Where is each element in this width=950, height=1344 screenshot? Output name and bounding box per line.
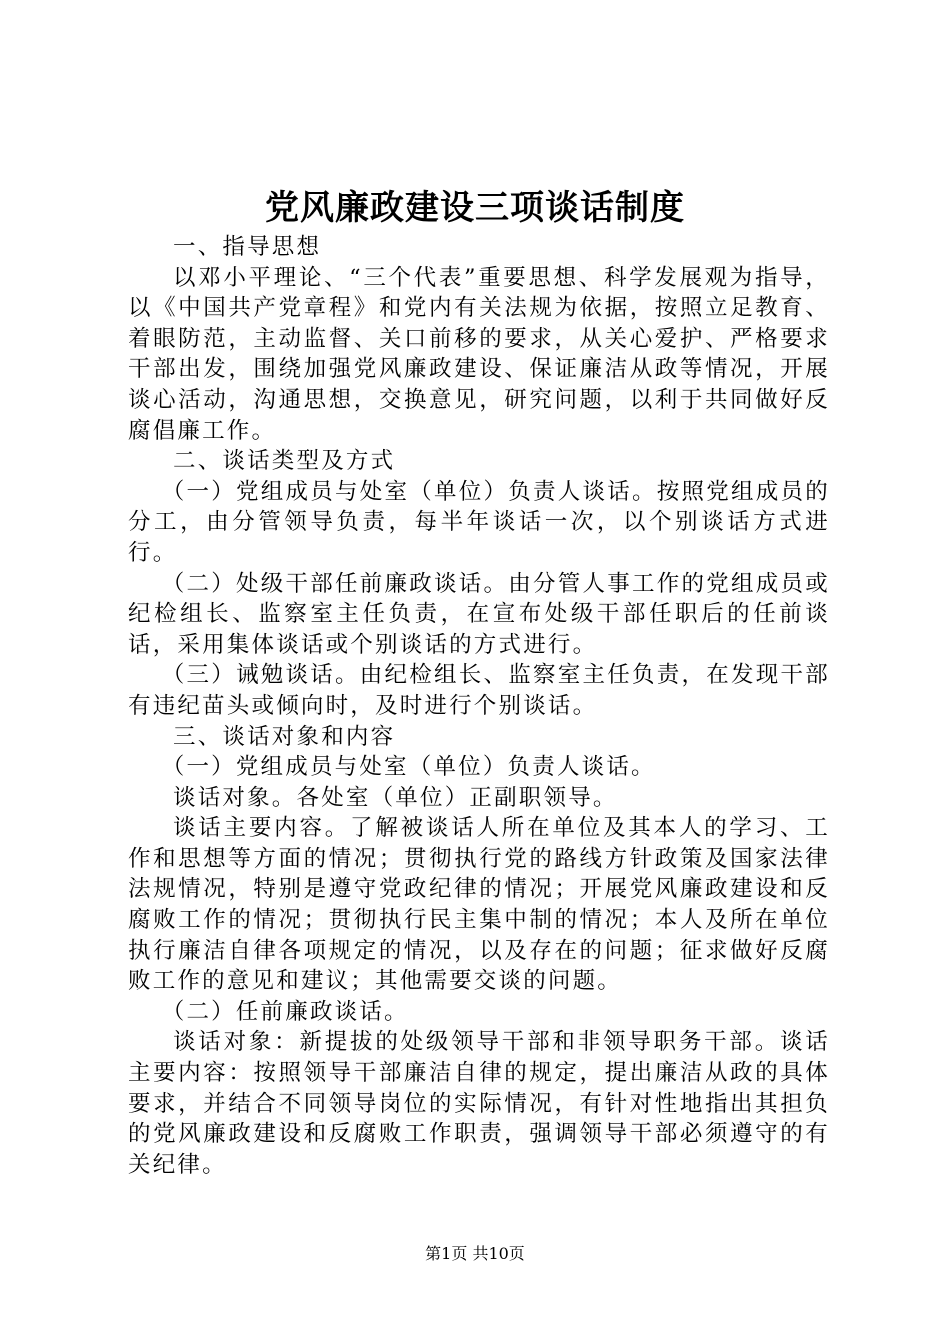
paragraph-talk-content-1: 谈话主要内容。了解被谈话人所在单位及其本人的学习、工作和思想等方面的情况；贯彻执行党的路线方针政策及国家法律法规情况，特别是遵守党政纪律的情况；开展党风廉政建设和反腐败工作的情况；贯彻执行民主集中制的情况；本人及所在单位执行廉洁自律各项规定的情况，以及存在的问题；征求做好反腐败工作的意见和建议；其他需要交谈的问题。 (128, 815, 830, 995)
document-body (128, 232, 830, 1180)
paragraph-talk-target-2: 谈话对象：新提拔的处级领导干部和非领导职务干部。谈话主要内容：按照领导干部廉洁自律的规定，提出廉洁从政的具体要求，并结合不同领导岗位的实际情况，有针对性地指出其担负的党风廉政建设和反腐败工作职责，强调领导干部必须遵守的有关纪律。 (128, 1029, 830, 1178)
subheading-pre-appointment-talk: （二）任前廉政谈话。 (161, 998, 409, 1025)
document-title: 党风廉政建设三项谈话制度 (265, 188, 685, 228)
section-heading-3: 三、谈话对象和内容 (173, 723, 396, 750)
section-heading-2: 二、谈话类型及方式 (173, 448, 396, 475)
paragraph-talk-target-1: 谈话对象。各处室（单位）正副职领导。 (173, 784, 618, 811)
paragraph-type-2: （二）处级干部任前廉政谈话。由分管人事工作的党组成员或纪检组长、监察室主任负责，在宣布处级干部任职后的任前谈话，采用集体谈话或个别谈话的方式进行。 (128, 570, 830, 658)
paragraph-type-1: （一）党组成员与处室（单位）负责人谈话。按照党组成员的分工，由分管领导负责，每半年谈话一次，以个别谈话方式进行。 (128, 478, 830, 566)
paragraph-guiding-ideology: 以邓小平理论、“三个代表”重要思想、科学发展观为指导，以《中国共产党章程》和党内有关法规为依据，按照立足教育、着眼防范，主动监督、关口前移的要求，从关心爱护、严格要求干部出发，围绕加强党风廉政建设、保证廉洁从政等情况，开展谈心活动，沟通思想，交换意见，研究问题，以利于共同做好反腐倡廉工作。 (128, 264, 830, 444)
paragraph-type-3: （三）诫勉谈话。由纪检组长、监察室主任负责，在发现干部有违纪苗头或倾向时，及时进行个别谈话。 (128, 662, 830, 719)
subheading-party-talk: （一）党组成员与处室（单位）负责人谈话。 (161, 754, 656, 781)
page-footer: 第1页 共10页 (425, 1244, 525, 1263)
section-heading-1: 一、指导思想 (173, 234, 322, 260)
